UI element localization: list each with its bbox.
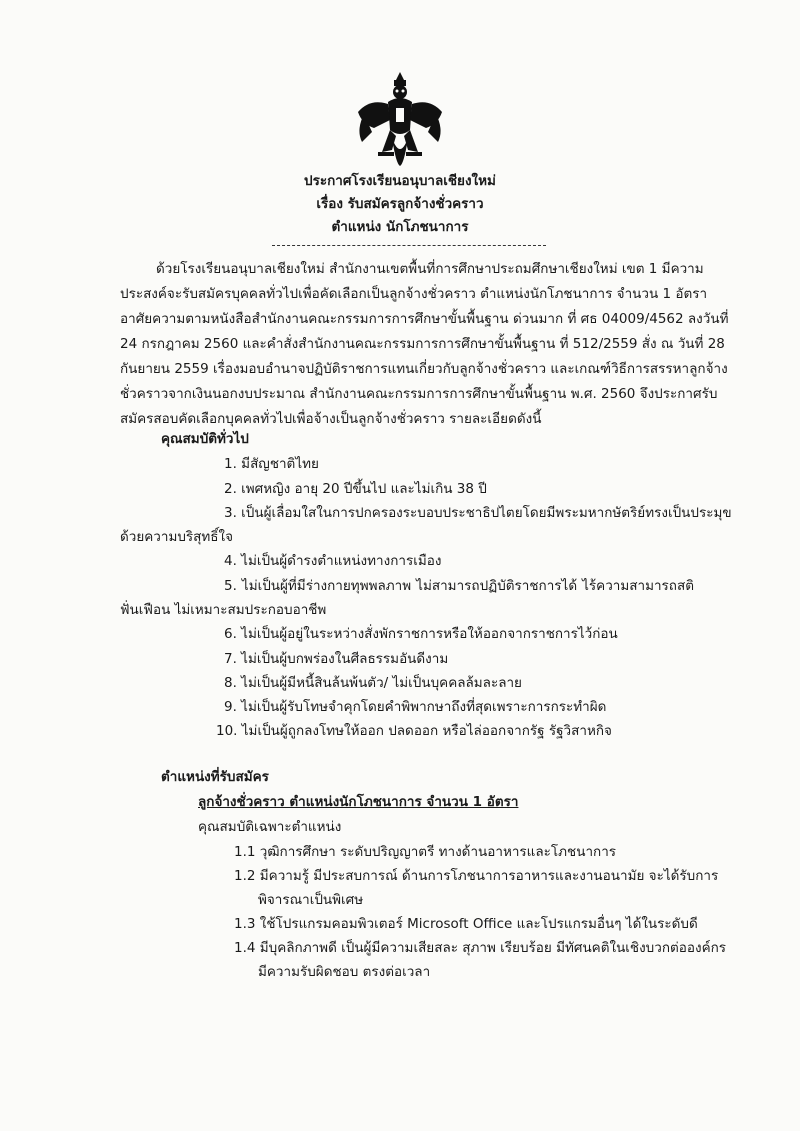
announcement-position: ตำแหน่ง นักโภชนาการ (331, 219, 469, 235)
qualification-item: 7. ไม่เป็นผู้บกพร่องในศีลธรรมอันดีงาม (224, 651, 449, 667)
position-heading: ตำแหน่งที่รับสมัคร (161, 769, 269, 785)
announcement-title: ประกาศโรงเรียนอนุบาลเชียงใหม่ (304, 173, 496, 189)
qualification-item: 3. เป็นผู้เลื่อมใสในการปกครองระบอบประชาธิปไตยโดยมีพระมหากษัตริย์ทรงเป็นประมุข (224, 505, 732, 521)
qualification-item-cont: ฟั่นเฟือน ไม่เหมาะสมประกอบอาชีพ (120, 602, 327, 618)
qualification-item: 1. มีสัญชาติไทย (224, 456, 319, 472)
spec-label: คุณสมบัติเฉพาะตำแหน่ง (198, 819, 342, 835)
position-subheading: ลูกจ้างชั่วคราว ตำแหน่งนักโภชนาการ จำนวน 1 อัตรา (198, 794, 519, 810)
general-heading: คุณสมบัติทั่วไป (161, 431, 249, 447)
intro-line: ด้วยโรงเรียนอนุบาลเชียงใหม่ สำนักงานเขตพื้นที่การศึกษาประถมศึกษาเชียงใหม่ เขต 1 มีความ (156, 261, 704, 277)
qualification-item: 10. ไม่เป็นผู้ถูกลงโทษให้ออก ปลดออก หรือไล่ออกจากรัฐ รัฐวิสาหกิจ (216, 723, 612, 739)
spec-item-cont: มีความรับผิดชอบ ตรงต่อเวลา (258, 964, 431, 980)
spec-item: 1.2 มีความรู้ มีประสบการณ์ ด้านการโภชนาการอาหารและงานอนามัย จะได้รับการ (234, 868, 719, 884)
intro-line: อาศัยความตามหนังสือสำนักงานคณะกรรมการการศึกษาขั้นพื้นฐาน ด่วนมาก ที่ ศธ 04009/4562 ลงวันที่ (120, 311, 729, 327)
intro-line: 24 กรกฎาคม 2560 และคำสั่งสำนักงานคณะกรรมการการศึกษาขั้นพื้นฐาน ที่ 512/2559 สั่ง ณ วันที่ 28 (120, 336, 725, 352)
intro-line: กันยายน 2559 เรื่องมอบอำนาจปฏิบัติราชการแทนเกี่ยวกับลูกจ้างชั่วคราว และเกณฑ์วิธีการสรรหาลูกจ้าง (120, 361, 728, 377)
qualification-item: 8. ไม่เป็นผู้มีหนี้สินล้นพ้นตัว/ ไม่เป็นบุคคลล้มละลาย (224, 675, 522, 691)
garuda-emblem-icon (352, 68, 448, 168)
intro-line: ประสงค์จะรับสมัครบุคคลทั่วไปเพื่อคัดเลือกเป็นลูกจ้างชั่วคราว ตำแหน่งนักโภชนาการ จำนวน 1 อัตรา (120, 286, 708, 302)
intro-line: สมัครสอบคัดเลือกบุคคลทั่วไปเพื่อจ้างเป็นลูกจ้างชั่วคราว รายละเอียดดังนี้ (120, 411, 542, 427)
qualification-item-cont: ด้วยความบริสุทธิ์ใจ (120, 529, 234, 545)
qualification-item: 6. ไม่เป็นผู้อยู่ในระหว่างสั่งพักราชการหรือให้ออกจากราชการไว้ก่อน (224, 626, 618, 642)
spec-item-cont: พิจารณาเป็นพิเศษ (258, 892, 364, 908)
qualification-item: 4. ไม่เป็นผู้ดำรงตำแหน่งทางการเมือง (224, 553, 442, 569)
qualification-item: 9. ไม่เป็นผู้รับโทษจำคุกโดยคำพิพากษาถึงที่สุดเพราะการกระทำผิด (224, 699, 607, 715)
qualification-item: 2. เพศหญิง อายุ 20 ปีขึ้นไป และไม่เกิน 38 ปี (224, 481, 487, 497)
spec-item: 1.4 มีบุคลิกภาพดี เป็นผู้มีความเสียสละ สุภาพ เรียบร้อย มีทัศนคติในเชิงบวกต่อองค์กร (234, 940, 727, 956)
spec-item: 1.1 วุฒิการศึกษา ระดับปริญญาตรี ทางด้านอาหารและโภชนาการ (234, 844, 617, 860)
qualification-item: 5. ไม่เป็นผู้ที่มีร่างกายทุพพลภาพ ไม่สามารถปฏิบัติราชการได้ ไร้ความสามารถสติ (224, 578, 694, 594)
divider-text (272, 240, 546, 250)
announcement-subject: เรื่อง รับสมัครลูกจ้างชั่วคราว (316, 196, 484, 212)
intro-line: ชั่วคราวจากเงินนอกงบประมาณ สำนักงานคณะกรรมการการศึกษาขั้นพื้นฐาน พ.ศ. 2560 จึงประกาศรับ (120, 386, 718, 402)
spec-item: 1.3 ใช้โปรแกรมคอมพิวเตอร์ Microsoft Office และโปรแกรมอื่นๆ ได้ในระดับดี (234, 916, 698, 932)
